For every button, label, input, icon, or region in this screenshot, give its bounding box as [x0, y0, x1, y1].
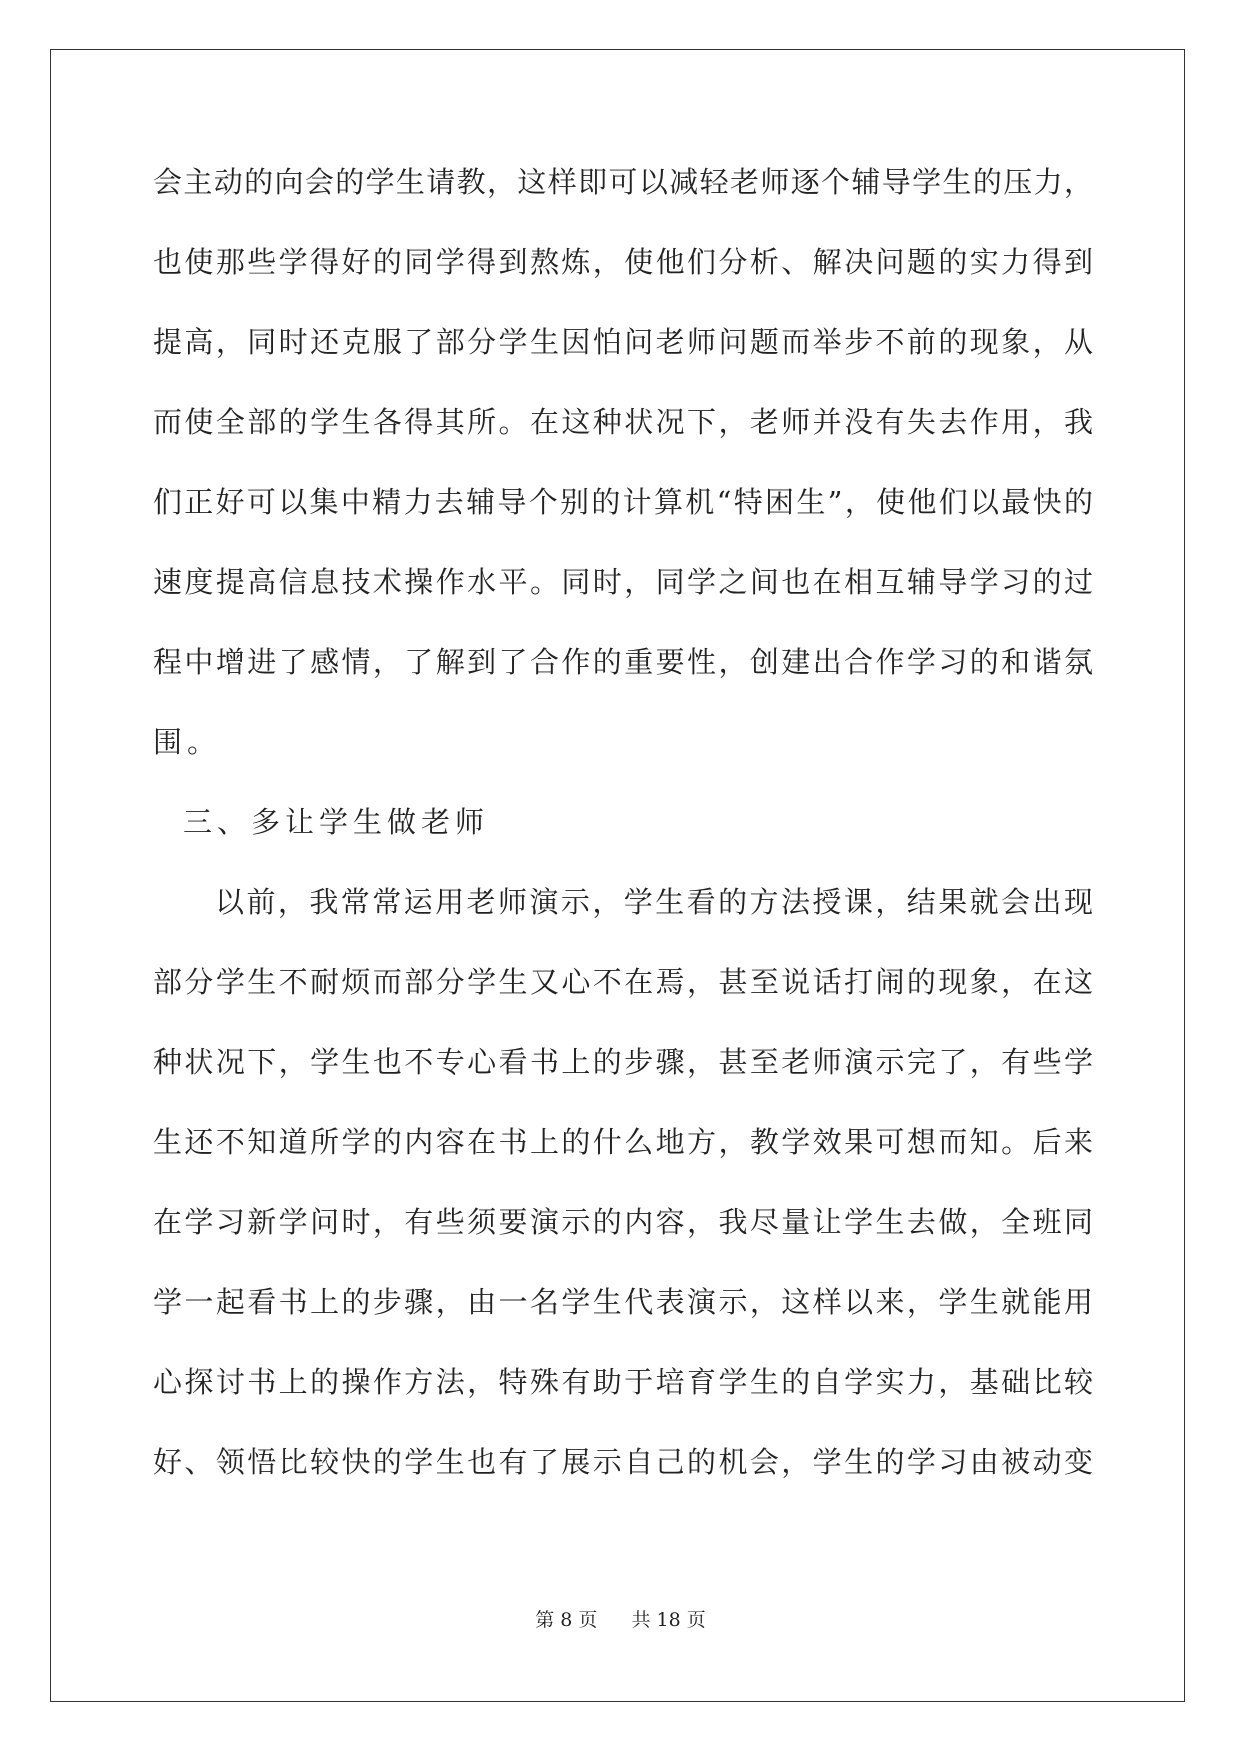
- paragraph-line: 提高，同时还克服了部分学生因怕问老师问题而举步不前的现象，从: [153, 325, 1093, 359]
- paragraph-line: 程中增进了感情，了解到了合作的重要性，创建出合作学习的和谐氛: [153, 645, 1093, 679]
- page-number: 第 8 页: [535, 1609, 598, 1631]
- paragraph-line: 速度提高信息技术操作水平。同时，同学之间也在相互辅导学习的过: [153, 565, 1093, 599]
- paragraph-line: 部分学生不耐烦而部分学生又心不在焉，甚至说话打闹的现象，在这: [153, 965, 1093, 999]
- paragraph-line: 们正好可以集中精力去辅导个别的计算机“特困生”，使他们以最快的: [153, 485, 1093, 519]
- document-body: [153, 160, 1093, 1520]
- paragraph-line: 围。: [153, 725, 222, 759]
- section-heading: 三、多让学生做老师: [183, 805, 490, 839]
- paragraph-line: 学一起看书上的步骤，由一名学生代表演示，这样以来，学生就能用: [153, 1285, 1093, 1319]
- paragraph-line: 也使那些学得好的同学得到熬炼，使他们分析、解决问题的实力得到: [153, 245, 1093, 279]
- paragraph-line: 在学习新学问时，有些须要演示的内容，我尽量让学生去做，全班同: [153, 1205, 1093, 1239]
- paragraph-line: 心探讨书上的操作方法，特殊有助于培育学生的自学实力，基础比较: [153, 1365, 1093, 1399]
- paragraph-line: 以前，我常常运用老师演示，学生看的方法授课，结果就会出现: [215, 885, 1093, 919]
- paragraph-line: 而使全部的学生各得其所。在这种状况下，老师并没有失去作用，我: [153, 405, 1093, 439]
- paragraph-line: 好、领悟比较快的学生也有了展示自己的机会，学生的学习由被动变: [153, 1445, 1093, 1479]
- page-total: 共 18 页: [631, 1609, 706, 1631]
- paragraph-line: 种状况下，学生也不专心看书上的步骤，甚至老师演示完了，有些学: [153, 1045, 1093, 1079]
- paragraph-line: 生还不知道所学的内容在书上的什么地方，教学效果可想而知。后来: [153, 1125, 1093, 1159]
- paragraph-line: 会主动的向会的学生请教，这样即可以减轻老师逐个辅导学生的压力，: [153, 165, 1093, 199]
- page-footer: [0, 1605, 1241, 1632]
